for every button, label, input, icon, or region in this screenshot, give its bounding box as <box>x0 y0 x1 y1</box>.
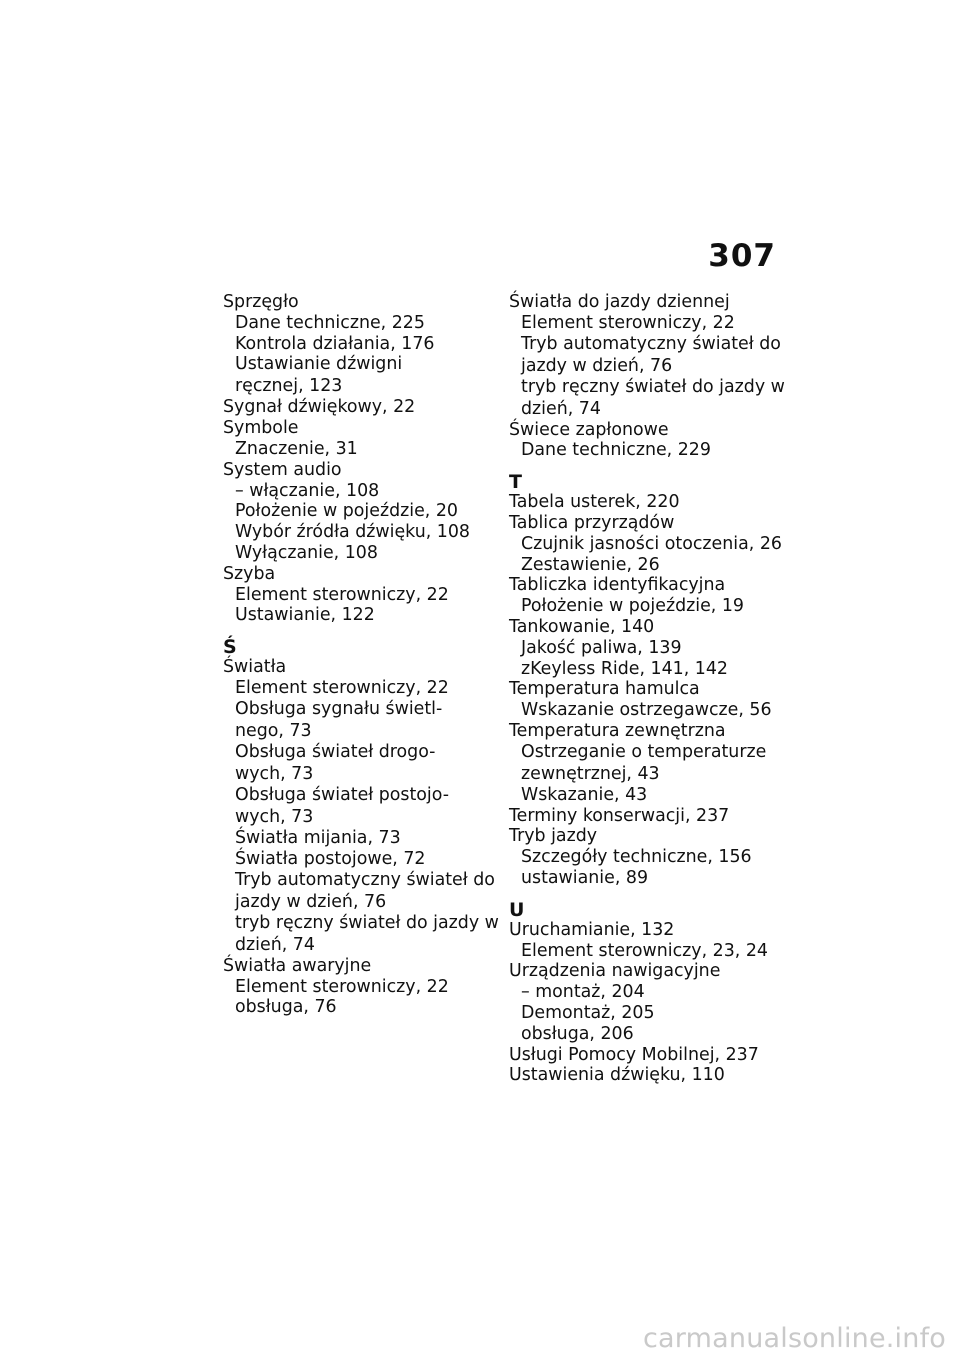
index-entry-tablica <box>509 513 789 575</box>
entry-heading: Sygnał dźwiękowy, 22 <box>223 397 416 418</box>
entry-sub <box>223 742 503 785</box>
index-entry-tryb-jazdy <box>509 826 789 888</box>
entry-sub-line: Obsługa świateł postojo- <box>235 784 450 805</box>
section-letter: U <box>509 898 525 921</box>
entry-heading: Uruchamianie, 132 <box>509 919 675 940</box>
entry-sub <box>509 334 789 377</box>
entry-sub: Wybór źródła dźwięku, 108 <box>235 522 470 543</box>
entry-sub-line: wych, 73 <box>235 806 314 827</box>
entry-sub-line: Tryb automatyczny świateł do <box>235 869 495 890</box>
entry-heading: Symbole <box>223 418 299 439</box>
index-entry-sygnal <box>223 397 503 418</box>
entry-sub: Wskazanie, 43 <box>521 784 648 805</box>
entry-sub-line: Ustawianie dźwigni <box>235 354 403 375</box>
index-entry-swiece <box>509 420 789 462</box>
entry-sub-line: Ostrzeganie o temperaturze <box>521 741 767 762</box>
watermark: carmanualsonline.info <box>643 1323 946 1354</box>
entry-sub: Zestawienie, 26 <box>521 554 660 575</box>
entry-sub-line: ręcznej, 123 <box>235 376 343 397</box>
entry-sub: Wyłączanie, 108 <box>235 542 378 563</box>
entry-sub-line: jazdy w dzień, 76 <box>235 891 387 912</box>
entry-heading: Tankowanie, 140 <box>509 616 655 637</box>
entry-sub: Element sterowniczy, 22 <box>235 976 449 997</box>
entry-sub: Czujnik jasności otoczenia, 26 <box>521 533 782 554</box>
entry-sub-line: tryb ręczny świateł do jazdy w <box>521 376 785 397</box>
index-entry-temp-hamulca <box>509 679 789 721</box>
entry-sub <box>223 785 503 828</box>
entry-sub: Dane techniczne, 229 <box>521 440 711 461</box>
entry-sub: Położenie w pojeździe, 20 <box>235 501 458 522</box>
entry-heading: System audio <box>223 459 342 480</box>
entry-sub: obsługa, 76 <box>235 997 337 1018</box>
entry-sub: Światła postojowe, 72 <box>235 848 426 869</box>
entry-sub <box>223 354 503 397</box>
entry-sub: obsługa, 206 <box>521 1023 634 1044</box>
index-entry-temp-zewn <box>509 721 789 806</box>
entry-sub: ustawianie, 89 <box>521 867 649 888</box>
entry-heading: Światła <box>223 657 287 678</box>
index-entry-uruchamianie <box>509 920 789 962</box>
index-entry-swiatla-awaryjne <box>223 956 503 1018</box>
entry-heading: Temperatura zewnętrzna <box>509 720 726 741</box>
entry-sub: Światła mijania, 73 <box>235 827 401 848</box>
entry-sub-line: zewnętrznej, 43 <box>521 763 660 784</box>
entry-sub: Demontaż, 205 <box>521 1002 655 1023</box>
entry-sub-line: Obsługa sygnału świetl- <box>235 698 443 719</box>
entry-sub-line: dzień, 74 <box>235 934 315 955</box>
entry-sub: Element sterowniczy, 22 <box>235 584 449 605</box>
index-entry-terminy <box>509 806 789 827</box>
page-number: 307 <box>708 238 776 274</box>
entry-heading: Sprzęgło <box>223 292 299 312</box>
entry-heading: Tryb jazdy <box>509 826 598 847</box>
entry-heading: Tabliczka identyfikacyjna <box>509 575 726 596</box>
entry-sub: Szczegóły techniczne, 156 <box>521 847 752 868</box>
entry-sub <box>223 699 503 742</box>
entry-sub <box>223 870 503 913</box>
entry-sub: Element sterowniczy, 22 <box>235 677 449 698</box>
entry-sub <box>223 913 503 956</box>
index-entry-sprzeglo <box>223 292 503 397</box>
section-letter: Ś <box>223 636 237 659</box>
entry-sub: Jakość paliwa, 139 <box>521 637 682 658</box>
entry-sub: Znaczenie, 31 <box>235 438 358 459</box>
entry-heading: Terminy konserwacji, 237 <box>509 805 730 826</box>
index-entry-system-audio <box>223 460 503 564</box>
index-entry-szyba <box>223 564 503 626</box>
entry-sub-line: jazdy w dzień, 76 <box>521 355 673 376</box>
entry-sub: zKeyless Ride, 141, 142 <box>521 658 728 679</box>
section-letter: T <box>509 471 522 494</box>
entry-sub: Wskazanie ostrzegawcze, 56 <box>521 700 772 721</box>
entry-sub: Ustawianie, 122 <box>235 605 375 626</box>
entry-sub: Element sterowniczy, 22 <box>521 312 735 333</box>
index-entry-tabliczka <box>509 575 789 617</box>
entry-sub-line: tryb ręczny świateł do jazdy w <box>235 912 499 933</box>
entry-heading: Temperatura hamulca <box>509 679 700 700</box>
index-entry-swiatla-dzienne <box>509 292 789 420</box>
index-entry-symbole <box>223 418 503 460</box>
entry-sub: – włączanie, 108 <box>235 480 380 501</box>
entry-heading: Urządzenia nawigacyjne <box>509 961 721 982</box>
index-entry-uslugi <box>509 1045 789 1066</box>
entry-sub <box>509 377 789 420</box>
entry-sub-line: dzień, 74 <box>521 398 601 419</box>
index-entry-tankowanie <box>509 617 789 679</box>
entry-sub-line: Obsługa świateł drogo- <box>235 741 436 762</box>
entry-heading: Światła awaryjne <box>223 955 372 976</box>
entry-heading: Szyba <box>223 563 276 584</box>
entry-heading: Światła do jazdy dziennej <box>509 292 730 312</box>
entry-sub <box>509 742 789 785</box>
index-column-left <box>223 292 503 1018</box>
entry-heading: Ustawienia dźwięku, 110 <box>509 1065 725 1086</box>
entry-sub-line: wych, 73 <box>235 763 314 784</box>
index-entry-swiatla <box>223 657 503 956</box>
entry-sub: Kontrola działania, 176 <box>235 333 435 354</box>
entry-heading: Świece zapłonowe <box>509 419 669 440</box>
entry-heading: Usługi Pomocy Mobilnej, 237 <box>509 1044 759 1065</box>
entry-heading: Tablica przyrządów <box>509 512 675 533</box>
entry-heading: Tabela usterek, 220 <box>509 492 680 513</box>
entry-sub-line: nego, 73 <box>235 720 312 741</box>
index-column-right <box>509 292 789 1086</box>
entry-sub: Dane techniczne, 225 <box>235 312 425 333</box>
entry-sub: Element sterowniczy, 23, 24 <box>521 940 768 961</box>
entry-sub: – montaż, 204 <box>521 982 645 1003</box>
index-entry-ustawienia <box>509 1065 789 1086</box>
entry-sub: Położenie w pojeździe, 19 <box>521 596 744 617</box>
entry-sub-line: Tryb automatyczny świateł do <box>521 333 781 354</box>
index-entry-urzadzenia <box>509 961 789 1044</box>
index-entry-tabela <box>509 492 789 513</box>
